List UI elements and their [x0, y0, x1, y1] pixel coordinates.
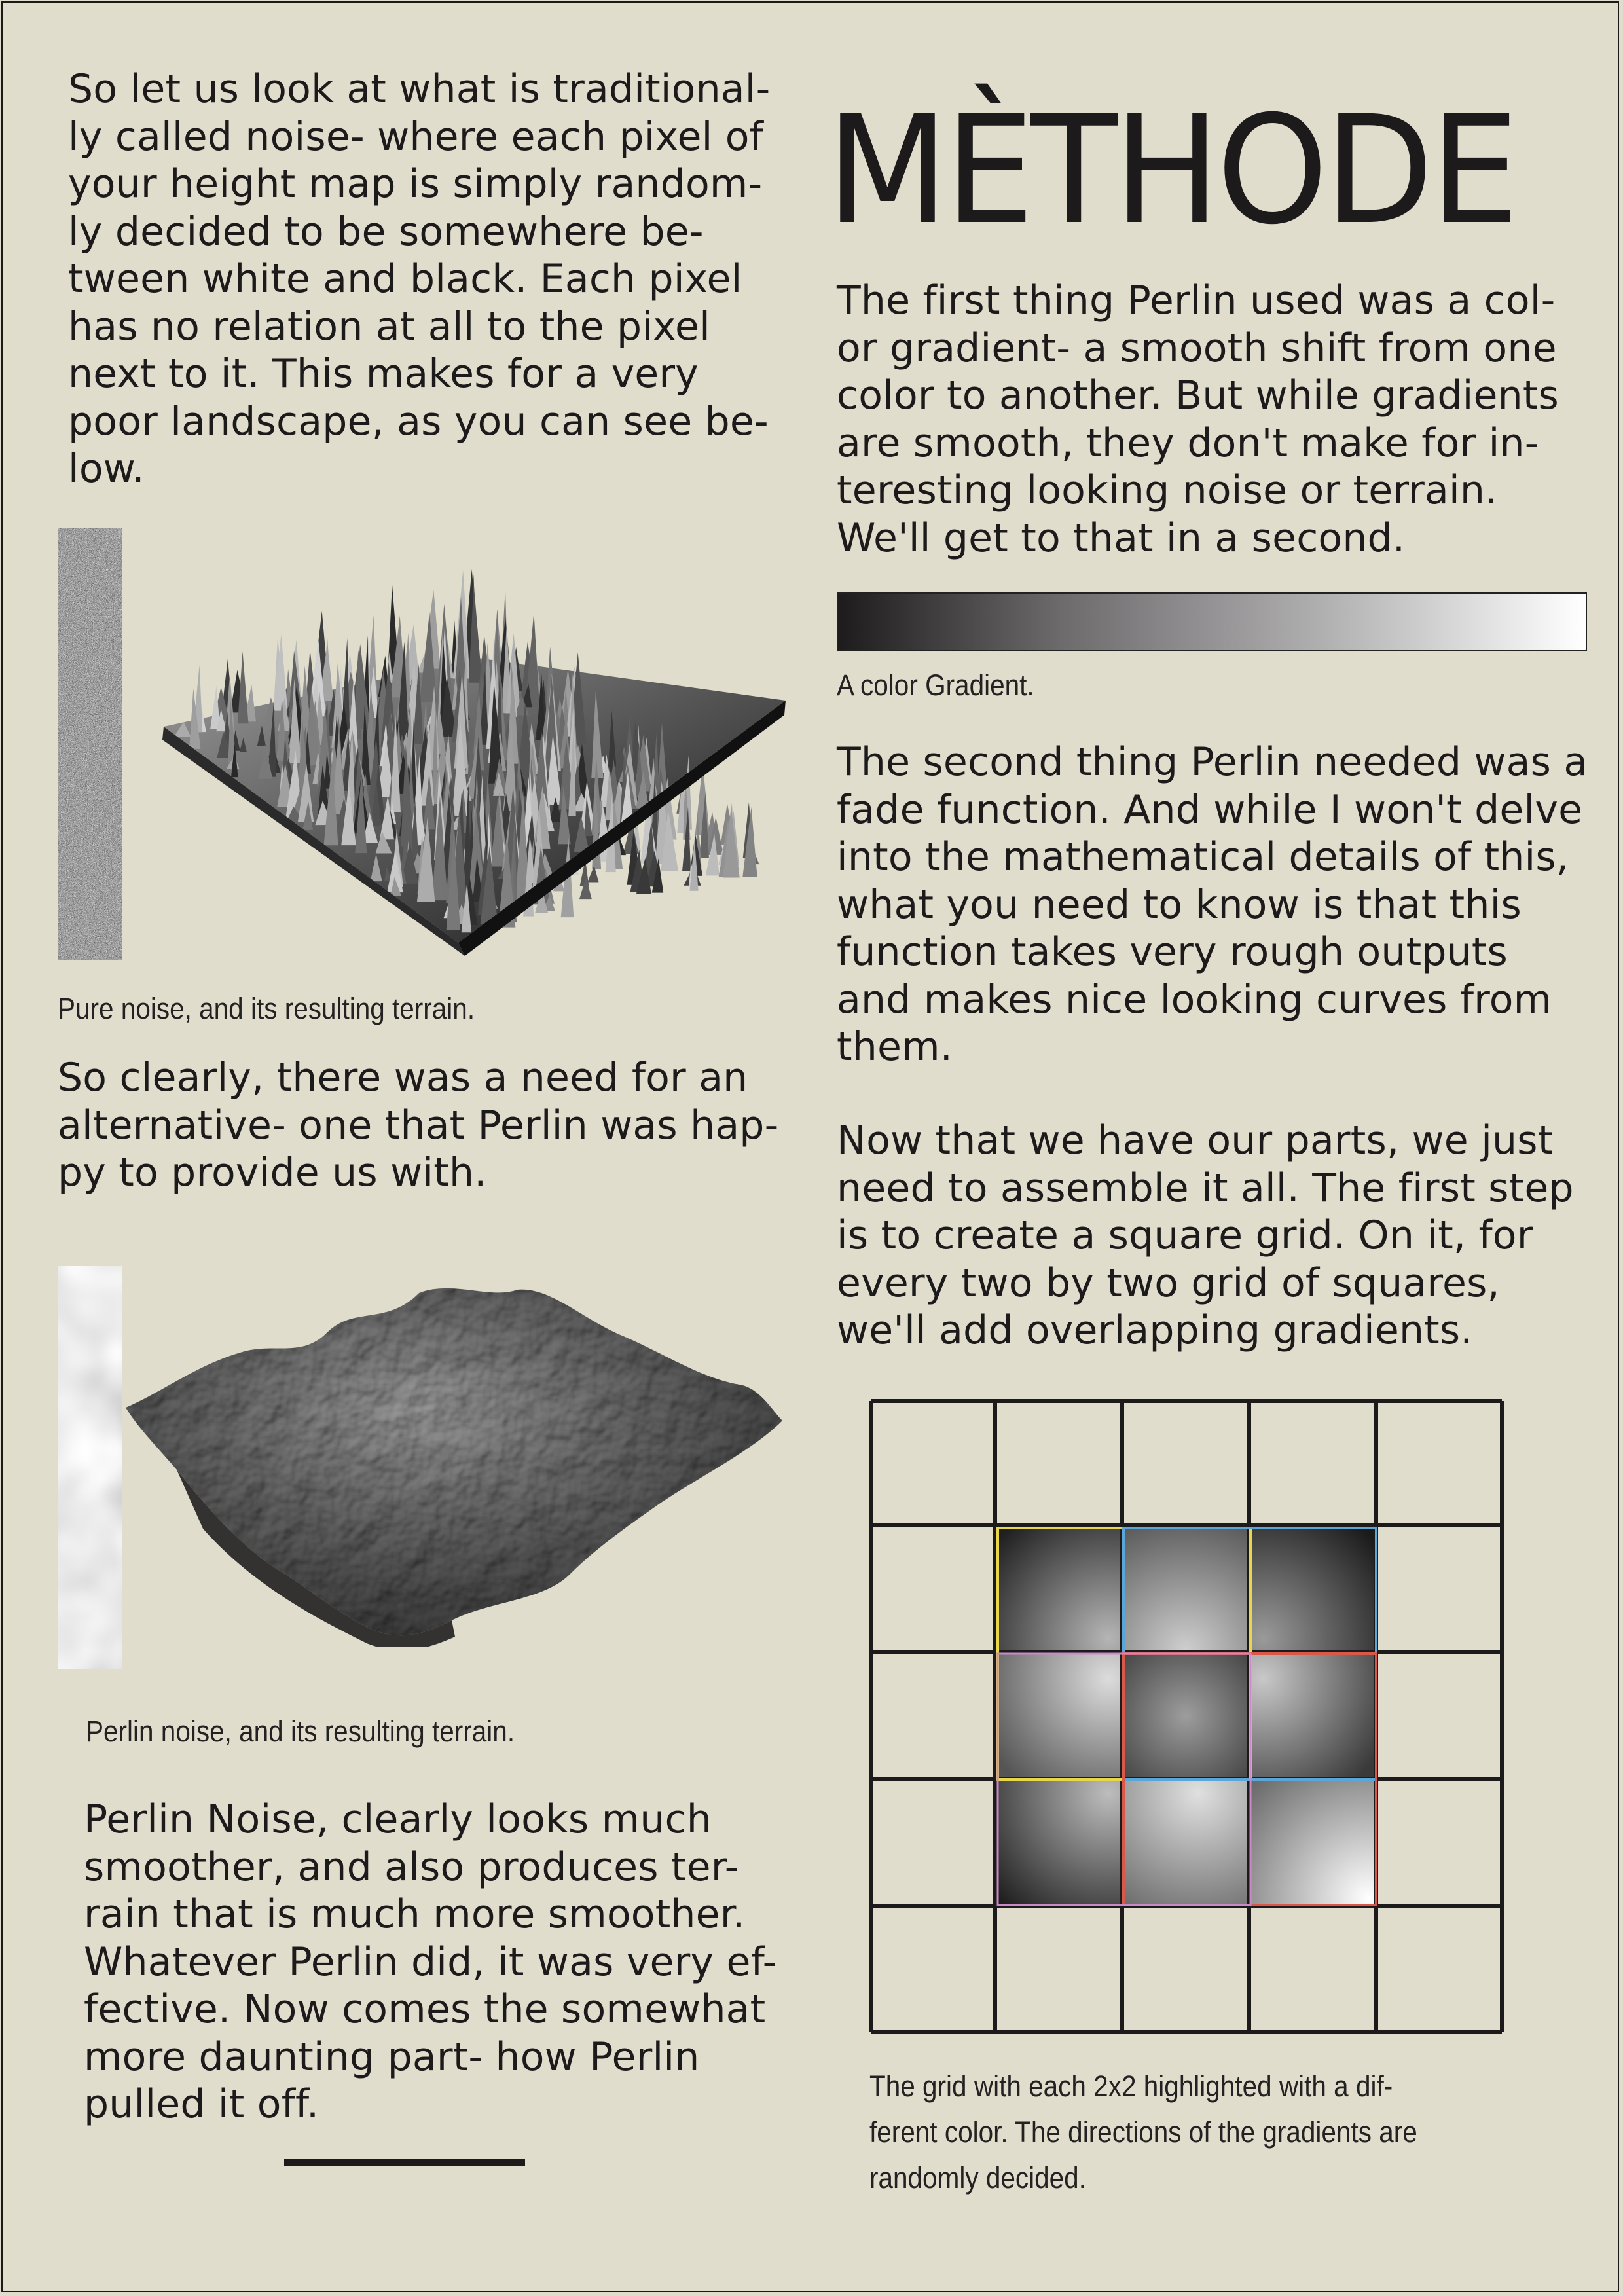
fade-paragraph: The second thing Perlin needed was a fade function. And while I won't delve into the mathematical details of this, what you need to know is that this function takes very rough outputs and makes nice looking curves from them. [837, 739, 1588, 1070]
perlin-noise-strip [58, 1266, 122, 1669]
gradient-caption: A color Gradient. [837, 668, 1034, 702]
section-title: MÈTHODE [826, 83, 1516, 257]
pure-noise-strip [58, 528, 122, 960]
alternative-paragraph: So clearly, there was a need for an alternative- one that Perlin was hap- py to provide us with. [58, 1055, 779, 1195]
grid-caption: The grid with each 2x2 highlighted with a dif- ferent color. The directions of the gradients are randomly decided. [869, 2069, 1417, 2195]
perlin-noise-caption: Perlin noise, and its resulting terrain. [86, 1715, 515, 1748]
color-gradient-bar [837, 592, 1587, 651]
pure-noise-terrain [157, 543, 799, 962]
gradient-grid-diagram [864, 1394, 1506, 2039]
perlin-noise-terrain [124, 1280, 786, 1647]
intro-paragraph: So let us look at what is traditional- ly called noise- where each pixel of your height map is simply random- ly decided to be somewhere be- tween white and black. Each pixel has no relation at all to the pixel next to it. This makes for a very poor landscape, as you can see be- low. [68, 66, 771, 492]
assemble-paragraph: Now that we have our parts, we just need to assemble it all. The first step is to create a square grid. On it, for every two by two grid of squares, we'll add overlapping gradients. [837, 1118, 1574, 1353]
terrain-spike [273, 634, 287, 711]
conclusion-paragraph: Perlin Noise, clearly looks much smoother, and also produces ter- rain that is much more smoother. Whatever Perlin did, it was very ef- fective. Now comes the somewhat more daunting part- how Perlin pulled it off. [84, 1796, 777, 2127]
pure-noise-caption: Pure noise, and its resulting terrain. [58, 992, 475, 1025]
gradient-paragraph: The first thing Perlin used was a col- or gradient- a smooth shift from one color to another. But while gradients are smooth, they don't make for in- teresting looking noise or terrain. We'll get to that in a second. [837, 278, 1559, 561]
section-divider [284, 2159, 525, 2166]
grid-gradient-cells [996, 1527, 1375, 1905]
